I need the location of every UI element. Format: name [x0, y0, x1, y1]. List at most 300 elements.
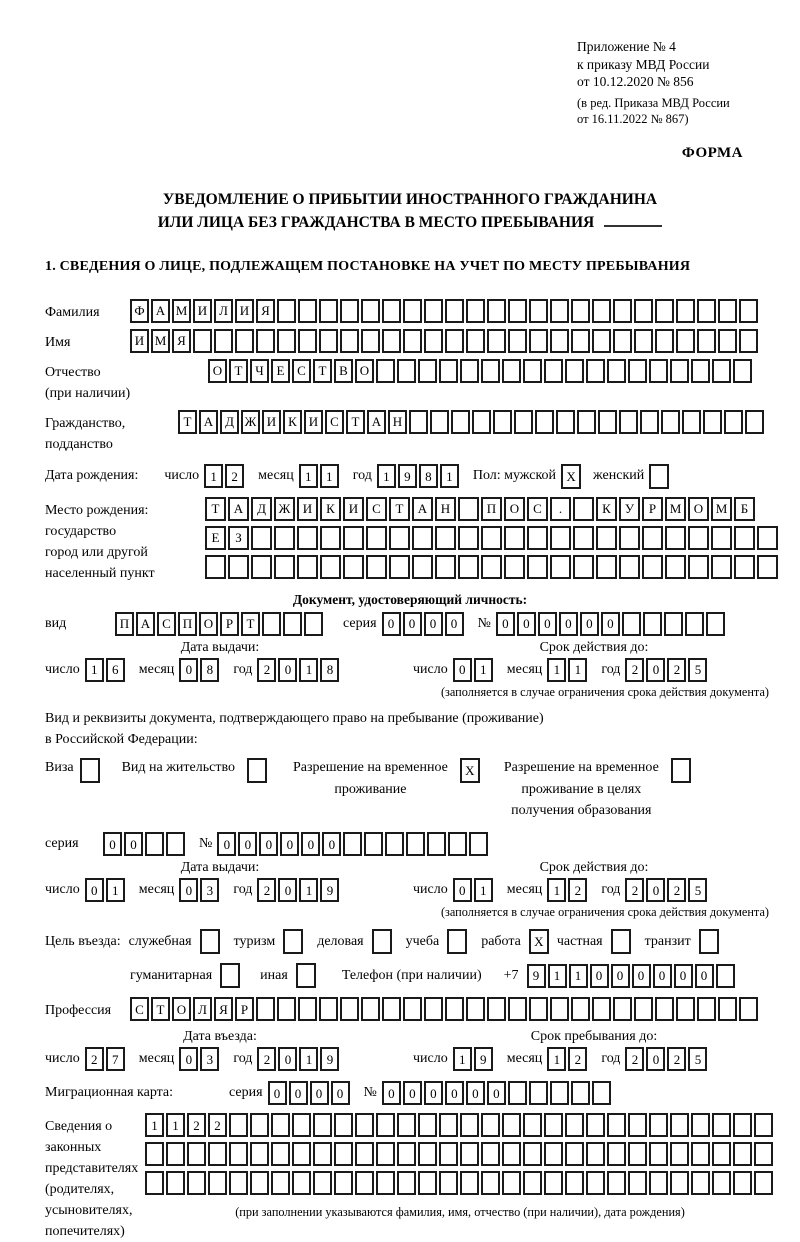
char-box[interactable] [711, 526, 732, 550]
char-box[interactable]: 0 [517, 612, 536, 636]
char-box[interactable]: 2 [568, 1047, 587, 1071]
char-box[interactable] [228, 555, 249, 579]
char-box[interactable] [550, 329, 569, 353]
char-box[interactable] [544, 1171, 563, 1195]
char-box[interactable]: 0 [496, 612, 515, 636]
char-box[interactable] [649, 1142, 668, 1166]
char-box[interactable] [649, 359, 668, 383]
char-box[interactable] [556, 410, 575, 434]
char-box[interactable] [466, 329, 485, 353]
char-box[interactable] [382, 997, 401, 1021]
char-box[interactable]: 1 [320, 464, 339, 488]
char-box[interactable]: 0 [453, 878, 472, 902]
char-box[interactable]: 0 [695, 964, 714, 988]
char-box[interactable] [481, 526, 502, 550]
char-box[interactable] [682, 410, 701, 434]
char-box[interactable] [145, 1171, 164, 1195]
char-box[interactable]: И [297, 497, 318, 521]
char-box[interactable] [403, 997, 422, 1021]
char-box[interactable] [577, 410, 596, 434]
char-box[interactable] [406, 832, 425, 856]
char-box[interactable]: 0 [382, 1081, 401, 1105]
char-box[interactable]: 0 [278, 658, 297, 682]
char-box[interactable] [598, 410, 617, 434]
char-box[interactable] [439, 1171, 458, 1195]
char-box[interactable]: 0 [382, 612, 401, 636]
char-box[interactable] [364, 832, 383, 856]
char-box[interactable]: 1 [299, 464, 318, 488]
char-box[interactable] [573, 497, 594, 521]
char-box[interactable]: 5 [688, 658, 707, 682]
char-box[interactable] [619, 555, 640, 579]
char-box[interactable] [361, 299, 380, 323]
char-box[interactable] [529, 1081, 548, 1105]
char-box[interactable] [361, 329, 380, 353]
char-box[interactable]: 0 [453, 658, 472, 682]
char-box[interactable]: 6 [106, 658, 125, 682]
char-box[interactable] [208, 1142, 227, 1166]
char-box[interactable]: 2 [187, 1113, 206, 1137]
gender-female-checkbox[interactable] [649, 464, 669, 489]
char-box[interactable] [665, 555, 686, 579]
char-box[interactable]: Р [235, 997, 254, 1021]
char-box[interactable] [424, 997, 443, 1021]
char-box[interactable]: В [334, 359, 353, 383]
char-box[interactable] [297, 555, 318, 579]
char-box[interactable] [565, 1171, 584, 1195]
char-box[interactable] [739, 299, 758, 323]
char-box[interactable]: 2 [667, 658, 686, 682]
char-box[interactable] [712, 1171, 731, 1195]
char-box[interactable] [397, 1171, 416, 1195]
char-box[interactable] [271, 1142, 290, 1166]
char-box[interactable] [527, 555, 548, 579]
char-box[interactable] [628, 1171, 647, 1195]
residence-permit-checkbox[interactable] [247, 758, 267, 783]
char-box[interactable] [412, 526, 433, 550]
char-box[interactable]: 3 [200, 878, 219, 902]
char-box[interactable] [586, 1113, 605, 1137]
char-box[interactable] [571, 997, 590, 1021]
char-box[interactable] [487, 329, 506, 353]
char-box[interactable] [691, 359, 710, 383]
char-box[interactable]: 2 [625, 658, 644, 682]
char-box[interactable]: 8 [200, 658, 219, 682]
char-box[interactable] [592, 329, 611, 353]
char-box[interactable]: 0 [103, 832, 122, 856]
char-box[interactable]: О [208, 359, 227, 383]
char-box[interactable]: 1 [204, 464, 223, 488]
char-box[interactable]: 0 [179, 658, 198, 682]
char-box[interactable]: 0 [268, 1081, 287, 1105]
char-box[interactable] [366, 555, 387, 579]
char-box[interactable] [343, 832, 362, 856]
char-box[interactable]: Д [220, 410, 239, 434]
char-box[interactable]: 1 [569, 964, 588, 988]
char-box[interactable]: 1 [299, 1047, 318, 1071]
char-box[interactable]: 0 [445, 1081, 464, 1105]
char-box[interactable] [256, 329, 275, 353]
char-box[interactable] [320, 526, 341, 550]
char-box[interactable] [754, 1113, 773, 1137]
char-box[interactable] [389, 555, 410, 579]
char-box[interactable]: А [151, 299, 170, 323]
char-box[interactable] [430, 410, 449, 434]
char-box[interactable]: К [596, 497, 617, 521]
char-box[interactable]: Ж [241, 410, 260, 434]
char-box[interactable] [481, 1142, 500, 1166]
char-box[interactable] [334, 1113, 353, 1137]
char-box[interactable] [571, 1081, 590, 1105]
char-box[interactable] [634, 329, 653, 353]
char-box[interactable]: 0 [590, 964, 609, 988]
char-box[interactable]: 0 [403, 1081, 422, 1105]
char-box[interactable]: 0 [653, 964, 672, 988]
char-box[interactable] [481, 1113, 500, 1137]
char-box[interactable] [424, 299, 443, 323]
char-box[interactable] [320, 555, 341, 579]
char-box[interactable] [448, 832, 467, 856]
char-box[interactable] [277, 997, 296, 1021]
char-box[interactable] [664, 612, 683, 636]
char-box[interactable] [397, 1113, 416, 1137]
char-box[interactable] [523, 1171, 542, 1195]
char-box[interactable] [739, 997, 758, 1021]
char-box[interactable] [229, 1142, 248, 1166]
char-box[interactable] [502, 1113, 521, 1137]
char-box[interactable]: Т [229, 359, 248, 383]
char-box[interactable] [277, 329, 296, 353]
char-box[interactable] [640, 410, 659, 434]
char-box[interactable]: Т [205, 497, 226, 521]
char-box[interactable] [676, 329, 695, 353]
char-box[interactable] [229, 1171, 248, 1195]
char-box[interactable] [214, 329, 233, 353]
char-box[interactable] [145, 1142, 164, 1166]
char-box[interactable] [435, 526, 456, 550]
char-box[interactable] [619, 526, 640, 550]
char-box[interactable] [418, 1171, 437, 1195]
char-box[interactable] [445, 329, 464, 353]
char-box[interactable] [754, 1142, 773, 1166]
char-box[interactable]: Я [214, 997, 233, 1021]
char-box[interactable] [340, 329, 359, 353]
char-box[interactable]: А [367, 410, 386, 434]
purpose-official-checkbox[interactable] [200, 929, 220, 954]
char-box[interactable] [670, 1142, 689, 1166]
char-box[interactable] [712, 1113, 731, 1137]
char-box[interactable] [487, 997, 506, 1021]
char-box[interactable]: С [292, 359, 311, 383]
char-box[interactable] [757, 526, 778, 550]
char-box[interactable] [376, 1113, 395, 1137]
char-box[interactable] [733, 1142, 752, 1166]
char-box[interactable]: . [550, 497, 571, 521]
char-box[interactable]: 1 [299, 658, 318, 682]
char-box[interactable] [508, 997, 527, 1021]
char-box[interactable] [298, 997, 317, 1021]
char-box[interactable]: Т [241, 612, 260, 636]
char-box[interactable]: К [320, 497, 341, 521]
char-box[interactable] [343, 555, 364, 579]
char-box[interactable] [403, 329, 422, 353]
char-box[interactable] [166, 1142, 185, 1166]
char-box[interactable] [412, 555, 433, 579]
char-box[interactable] [504, 555, 525, 579]
char-box[interactable] [573, 555, 594, 579]
char-box[interactable]: 2 [257, 658, 276, 682]
char-box[interactable] [445, 997, 464, 1021]
char-box[interactable] [550, 1081, 569, 1105]
char-box[interactable] [697, 329, 716, 353]
char-box[interactable] [313, 1113, 332, 1137]
char-box[interactable]: 2 [257, 1047, 276, 1071]
char-box[interactable]: А [412, 497, 433, 521]
char-box[interactable]: 2 [667, 878, 686, 902]
char-box[interactable] [493, 410, 512, 434]
visa-checkbox[interactable] [80, 758, 100, 783]
char-box[interactable]: 1 [85, 658, 104, 682]
char-box[interactable]: Ч [250, 359, 269, 383]
char-box[interactable] [508, 299, 527, 323]
char-box[interactable] [166, 1171, 185, 1195]
char-box[interactable] [481, 1171, 500, 1195]
char-box[interactable] [665, 526, 686, 550]
purpose-other-checkbox[interactable] [296, 963, 316, 988]
char-box[interactable]: 2 [208, 1113, 227, 1137]
char-box[interactable] [397, 1142, 416, 1166]
char-box[interactable]: 0 [278, 878, 297, 902]
char-box[interactable] [544, 1142, 563, 1166]
char-box[interactable] [355, 1171, 374, 1195]
char-box[interactable]: 0 [85, 878, 104, 902]
char-box[interactable]: К [283, 410, 302, 434]
char-box[interactable] [424, 329, 443, 353]
char-box[interactable]: Т [313, 359, 332, 383]
char-box[interactable]: Т [389, 497, 410, 521]
char-box[interactable]: 1 [377, 464, 396, 488]
char-box[interactable] [343, 526, 364, 550]
char-box[interactable]: Ж [274, 497, 295, 521]
char-box[interactable]: П [178, 612, 197, 636]
char-box[interactable] [376, 359, 395, 383]
char-box[interactable]: 0 [580, 612, 599, 636]
char-box[interactable] [529, 997, 548, 1021]
char-box[interactable] [205, 555, 226, 579]
char-box[interactable]: З [228, 526, 249, 550]
char-box[interactable]: Р [642, 497, 663, 521]
char-box[interactable] [571, 329, 590, 353]
char-box[interactable] [481, 555, 502, 579]
char-box[interactable]: 0 [289, 1081, 308, 1105]
char-box[interactable] [319, 329, 338, 353]
char-box[interactable]: П [115, 612, 134, 636]
char-box[interactable] [734, 526, 755, 550]
char-box[interactable] [251, 555, 272, 579]
char-box[interactable]: 9 [320, 878, 339, 902]
char-box[interactable]: 0 [179, 1047, 198, 1071]
char-box[interactable] [676, 299, 695, 323]
char-box[interactable]: 2 [85, 1047, 104, 1071]
char-box[interactable]: И [193, 299, 212, 323]
char-box[interactable]: 5 [688, 878, 707, 902]
char-box[interactable]: 0 [559, 612, 578, 636]
char-box[interactable] [565, 1142, 584, 1166]
char-box[interactable] [550, 555, 571, 579]
char-box[interactable] [670, 359, 689, 383]
char-box[interactable] [523, 1113, 542, 1137]
char-box[interactable]: 1 [440, 464, 459, 488]
char-box[interactable] [571, 299, 590, 323]
char-box[interactable]: 0 [331, 1081, 350, 1105]
char-box[interactable] [319, 299, 338, 323]
char-box[interactable]: 8 [320, 658, 339, 682]
char-box[interactable]: 0 [280, 832, 299, 856]
char-box[interactable] [469, 832, 488, 856]
char-box[interactable] [251, 526, 272, 550]
char-box[interactable] [229, 1113, 248, 1137]
char-box[interactable] [418, 359, 437, 383]
char-box[interactable] [508, 1081, 527, 1105]
char-box[interactable] [544, 1113, 563, 1137]
char-box[interactable] [716, 964, 735, 988]
char-box[interactable] [661, 410, 680, 434]
char-box[interactable]: Д [251, 497, 272, 521]
char-box[interactable] [283, 612, 302, 636]
char-box[interactable]: 0 [238, 832, 257, 856]
char-box[interactable] [313, 1142, 332, 1166]
char-box[interactable]: М [711, 497, 732, 521]
char-box[interactable] [508, 329, 527, 353]
char-box[interactable] [712, 1142, 731, 1166]
char-box[interactable] [274, 555, 295, 579]
char-box[interactable] [733, 1113, 752, 1137]
char-box[interactable] [592, 997, 611, 1021]
char-box[interactable] [733, 1171, 752, 1195]
char-box[interactable] [688, 555, 709, 579]
char-box[interactable] [649, 1113, 668, 1137]
char-box[interactable] [607, 1171, 626, 1195]
char-box[interactable]: Н [435, 497, 456, 521]
char-box[interactable]: 2 [568, 878, 587, 902]
char-box[interactable] [262, 612, 281, 636]
char-box[interactable] [514, 410, 533, 434]
char-box[interactable]: 0 [445, 612, 464, 636]
char-box[interactable]: 1 [474, 878, 493, 902]
char-box[interactable]: С [366, 497, 387, 521]
char-box[interactable]: 9 [398, 464, 417, 488]
char-box[interactable]: О [504, 497, 525, 521]
char-box[interactable] [502, 1142, 521, 1166]
char-box[interactable] [460, 1142, 479, 1166]
char-box[interactable]: 3 [200, 1047, 219, 1071]
char-box[interactable] [655, 299, 674, 323]
char-box[interactable] [277, 299, 296, 323]
char-box[interactable]: М [151, 329, 170, 353]
char-box[interactable]: О [172, 997, 191, 1021]
char-box[interactable] [655, 329, 674, 353]
char-box[interactable] [607, 1113, 626, 1137]
char-box[interactable] [340, 997, 359, 1021]
char-box[interactable] [565, 359, 584, 383]
char-box[interactable]: М [172, 299, 191, 323]
char-box[interactable] [592, 1081, 611, 1105]
char-box[interactable] [418, 1142, 437, 1166]
char-box[interactable] [271, 1171, 290, 1195]
char-box[interactable] [376, 1171, 395, 1195]
char-box[interactable] [427, 832, 446, 856]
char-box[interactable]: О [688, 497, 709, 521]
char-box[interactable]: 0 [601, 612, 620, 636]
char-box[interactable]: И [262, 410, 281, 434]
char-box[interactable] [439, 1113, 458, 1137]
char-box[interactable]: 0 [538, 612, 557, 636]
char-box[interactable]: Ф [130, 299, 149, 323]
char-box[interactable] [271, 1113, 290, 1137]
char-box[interactable] [573, 526, 594, 550]
char-box[interactable] [691, 1171, 710, 1195]
char-box[interactable]: Л [193, 997, 212, 1021]
char-box[interactable]: 0 [611, 964, 630, 988]
char-box[interactable] [481, 359, 500, 383]
char-box[interactable] [304, 612, 323, 636]
char-box[interactable] [523, 1142, 542, 1166]
char-box[interactable] [586, 359, 605, 383]
char-box[interactable] [670, 1171, 689, 1195]
char-box[interactable]: Я [256, 299, 275, 323]
char-box[interactable] [439, 359, 458, 383]
char-box[interactable] [529, 329, 548, 353]
char-box[interactable]: С [527, 497, 548, 521]
char-box[interactable]: Б [734, 497, 755, 521]
char-box[interactable] [634, 299, 653, 323]
char-box[interactable] [527, 526, 548, 550]
char-box[interactable] [649, 1171, 668, 1195]
char-box[interactable] [535, 410, 554, 434]
char-box[interactable]: 1 [106, 878, 125, 902]
char-box[interactable] [389, 526, 410, 550]
char-box[interactable]: 9 [320, 1047, 339, 1071]
char-box[interactable] [250, 1113, 269, 1137]
char-box[interactable] [366, 526, 387, 550]
char-box[interactable]: О [199, 612, 218, 636]
char-box[interactable] [274, 526, 295, 550]
char-box[interactable]: 0 [646, 658, 665, 682]
char-box[interactable] [187, 1171, 206, 1195]
purpose-private-checkbox[interactable] [611, 929, 631, 954]
char-box[interactable]: 1 [474, 658, 493, 682]
char-box[interactable]: 1 [547, 658, 566, 682]
char-box[interactable] [292, 1171, 311, 1195]
char-box[interactable] [592, 299, 611, 323]
purpose-tourism-checkbox[interactable] [283, 929, 303, 954]
char-box[interactable] [292, 1142, 311, 1166]
char-box[interactable] [550, 526, 571, 550]
temp-residence-checkbox[interactable]: X [460, 758, 480, 783]
char-box[interactable] [718, 299, 737, 323]
char-box[interactable] [596, 526, 617, 550]
char-box[interactable]: 8 [419, 464, 438, 488]
char-box[interactable]: 1 [547, 1047, 566, 1071]
char-box[interactable] [586, 1142, 605, 1166]
char-box[interactable]: 2 [625, 878, 644, 902]
char-box[interactable] [697, 299, 716, 323]
purpose-work-checkbox[interactable]: X [529, 929, 549, 954]
char-box[interactable] [523, 359, 542, 383]
char-box[interactable]: О [355, 359, 374, 383]
char-box[interactable] [607, 1142, 626, 1166]
char-box[interactable] [458, 555, 479, 579]
